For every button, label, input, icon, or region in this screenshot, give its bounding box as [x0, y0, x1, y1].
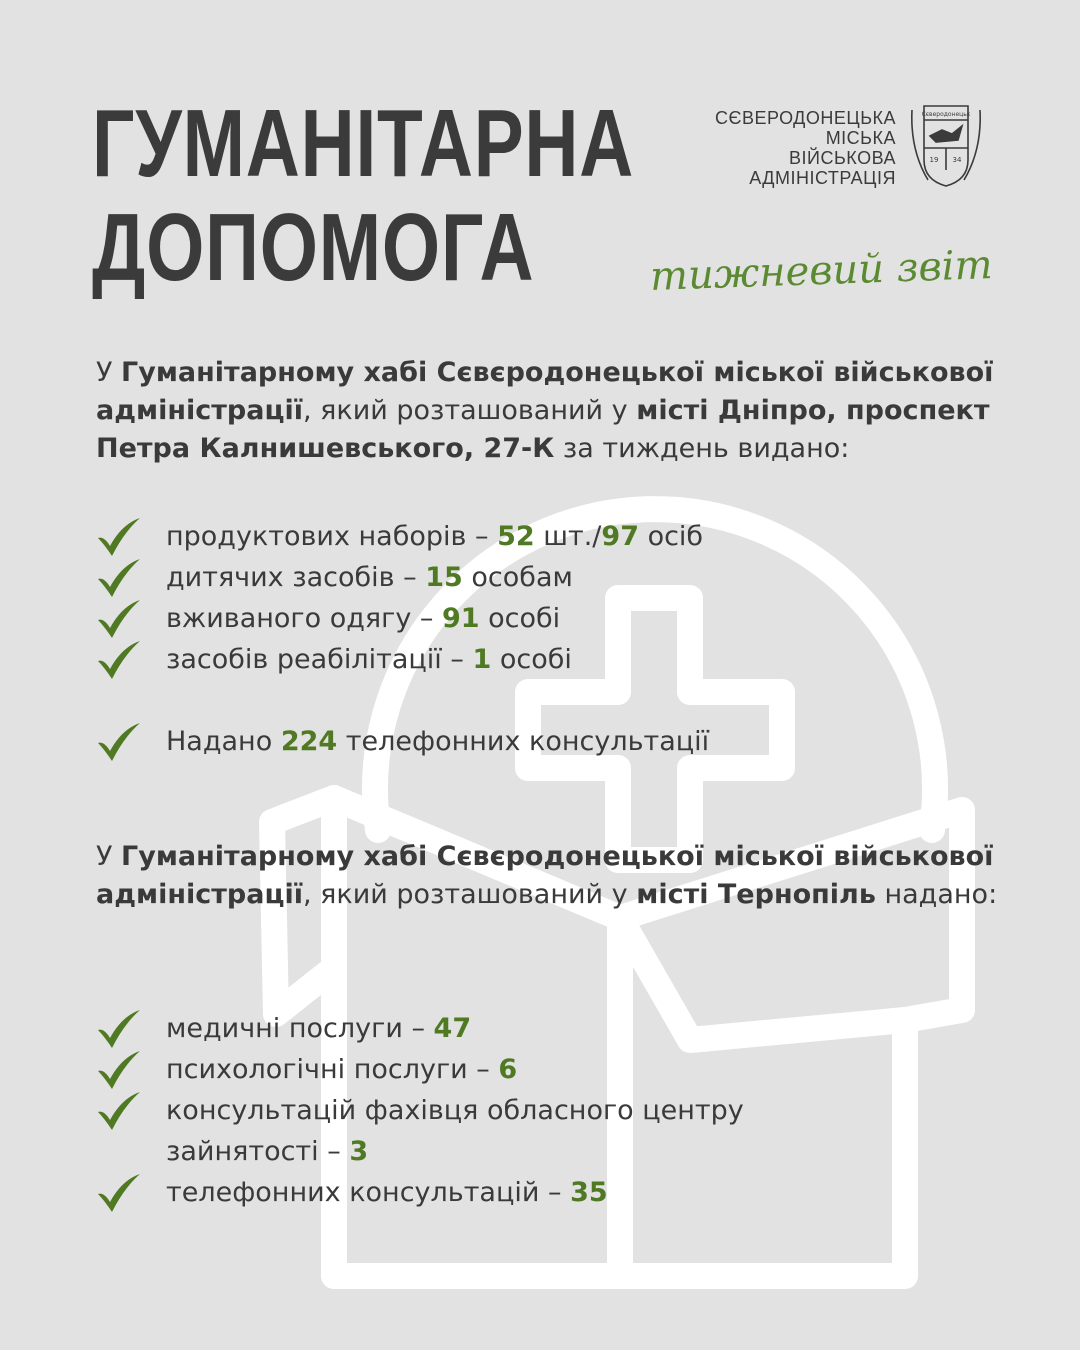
list-item: медичні послуги – 47	[94, 1008, 994, 1050]
city-emblem-icon	[906, 100, 986, 192]
checkmark-icon	[94, 1090, 144, 1132]
title-line-1: ГУМАНІТАРНА	[92, 90, 635, 197]
emblem-banner: Сєверодонецьк	[921, 111, 971, 118]
list-item: засобів реабілітації – 1 особі	[94, 639, 994, 681]
checkmark-icon	[94, 721, 144, 763]
checkmark-icon	[94, 557, 144, 599]
list-item: консультацій фахівця обласного центру	[94, 1090, 994, 1132]
list-item: вживаного одягу – 91 особі	[94, 598, 994, 640]
checkmark-icon	[94, 1172, 144, 1214]
admin-line-3: ВІЙСЬКОВА	[789, 148, 896, 168]
admin-line-4: АДМІНІСТРАЦІЯ	[749, 168, 896, 188]
emblem-year-left: 19	[929, 156, 939, 164]
checkmark-icon	[94, 1008, 144, 1050]
list-item: дитячих засобів – 15 особам	[94, 557, 994, 599]
page-title	[92, 92, 634, 300]
checkmark-icon	[94, 639, 144, 681]
checkmark-icon	[94, 516, 144, 558]
checkmark-icon	[94, 1049, 144, 1091]
section1-intro: У Гуманітарному хабі Сєвєродонецької міської військової адміністрації, який розташований у місті Дніпро, проспект Петра Калнишевського, 27-К за тиждень видано:	[96, 357, 994, 464]
list-item: психологічні послуги – 6	[94, 1049, 994, 1091]
list-item: телефонних консультацій – 35	[94, 1172, 994, 1214]
administration-name	[715, 108, 896, 188]
section2-intro: У Гуманітарному хабі Сєвєродонецької міської військової адміністрації, який розташований у місті Тернопіль надано:	[96, 841, 998, 910]
weekly-report-label: тижневий звіт	[649, 242, 994, 300]
title-line-2: ДОПОМОГА	[92, 194, 535, 301]
list-item-consultations: Надано 224 телефонних консультації	[94, 721, 994, 763]
admin-line-2: МІСЬКА	[825, 128, 896, 148]
list-item: продуктових наборів – 52 шт./97 осіб	[94, 516, 994, 558]
checkmark-icon	[94, 598, 144, 640]
admin-line-1: СЄВЕРОДОНЕЦЬКА	[715, 108, 896, 128]
emblem-year-right: 34	[952, 156, 962, 164]
list-item-continuation: зайнятості – 3	[166, 1136, 369, 1167]
